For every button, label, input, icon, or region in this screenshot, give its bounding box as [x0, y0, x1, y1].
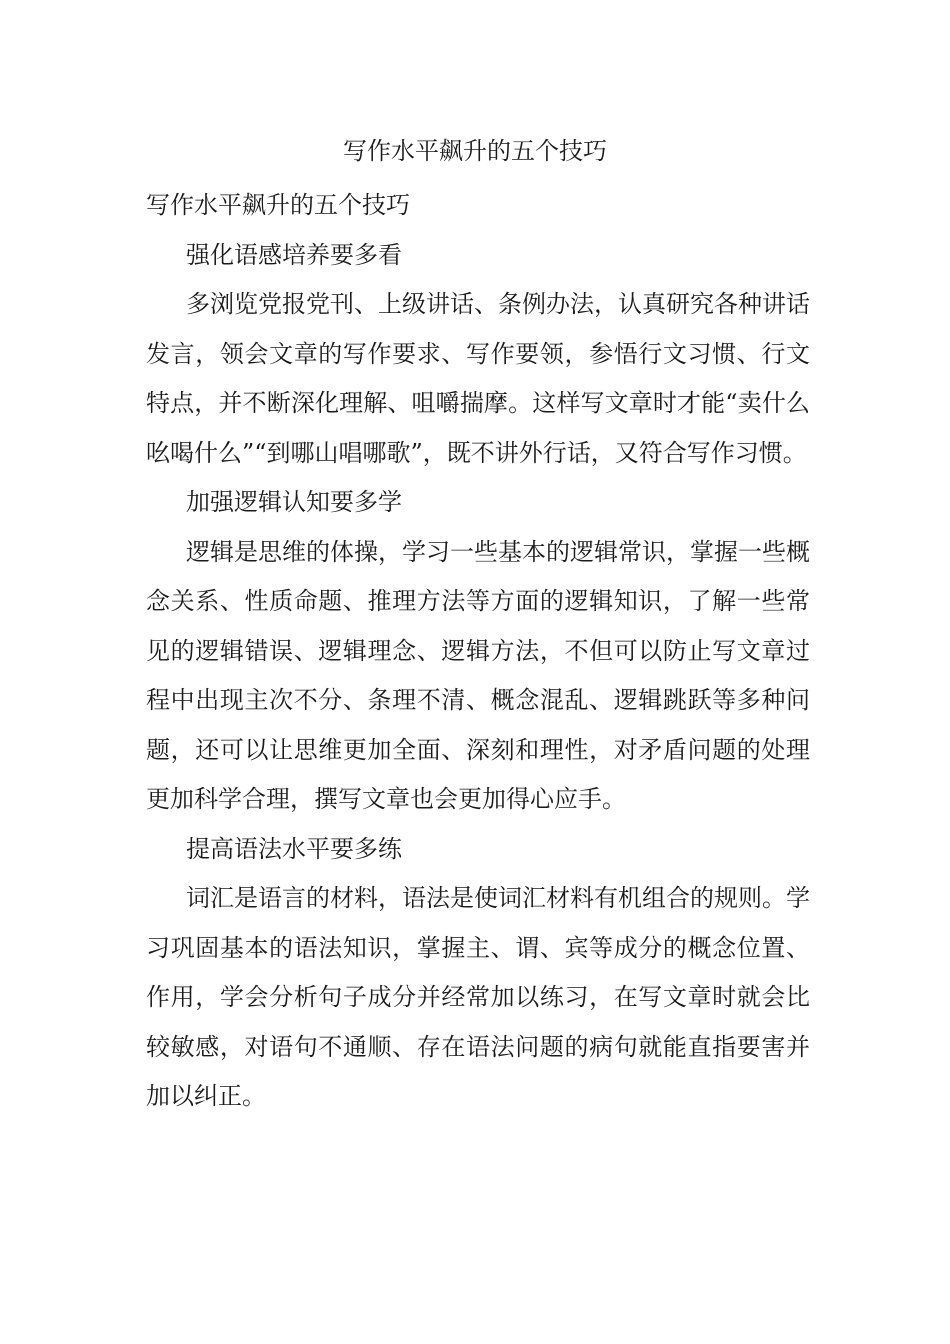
document-title: 写作水平飙升的五个技巧 [343, 137, 607, 165]
section-heading-2: 加强逻辑认知要多学 [186, 488, 402, 516]
section-heading-1: 强化语感培养要多看 [186, 240, 402, 269]
section-heading-3: 提高语法水平要多练 [186, 834, 402, 863]
section-paragraph-3: 词汇是语言的材料，语法是使词汇材料有机组合的规则。学习巩固基本的语法知识，掌握主、谓、宾等成分的概念位置、作用，学会分析句子成分并经常加以练习，在写文章时就会比较敏感，对语句不通顺、存在语法问题的病句就能直指要害并加以纠正。 [146, 884, 810, 1110]
section-paragraph-2: 逻辑是思维的体操，学习一些基本的逻辑常识，掌握一些概念关系、性质命题、推理方法等方面的逻辑知识，了解一些常见的逻辑错误、逻辑理念、逻辑方法，不但可以防止写文章过程中出现主次不分、条理不清、概念混乱、逻辑跳跃等多种问题，还可以让思维更加全面、深刻和理性，对矛盾问题的处理更加科学合理，撰写文章也会更加得心应手。 [146, 537, 810, 813]
section-paragraph-1: 多浏览党报党刊、上级讲话、条例办法，认真研究各种讲话发言，领会文章的写作要求、写作要领，参悟行文习惯、行文特点，并不断深化理解、咀嚼揣摩。这样写文章时才能“卖什么吆喝什么”“到哪山唱哪歌”，既不讲外行话，又符合写作习惯。 [146, 290, 810, 467]
document-subtitle: 写作水平飙升的五个技巧 [146, 191, 410, 219]
document-body [146, 181, 810, 1122]
